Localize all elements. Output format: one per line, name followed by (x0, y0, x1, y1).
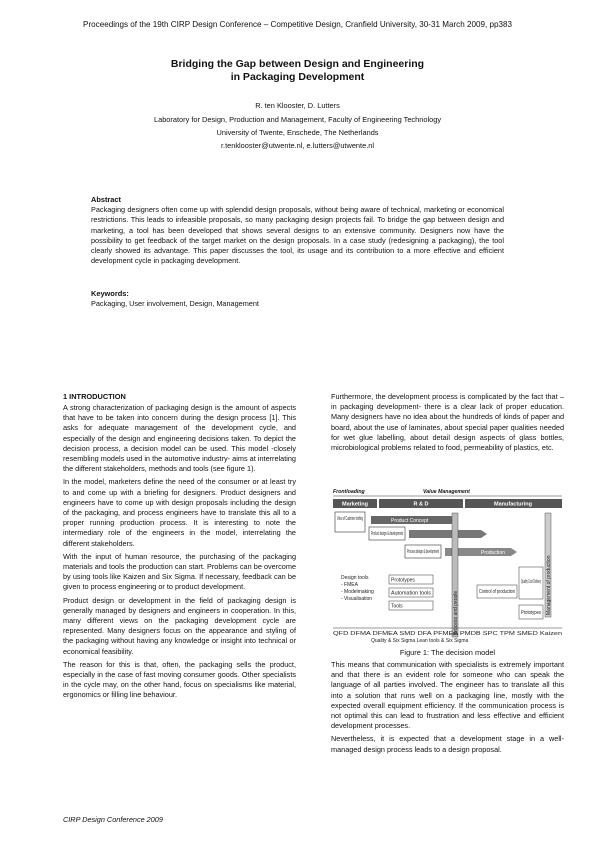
university: University of Twente, Enschede, The Netherlands (216, 128, 379, 137)
figure-box-product-design-label: Product design & development (371, 531, 404, 537)
paragraph: Nevertheless, it is expected that a development stage in a well-managed design process leads to a design proposal. (331, 734, 564, 754)
figure-box-production: Production (481, 550, 505, 556)
figure-design-tools: Design tools (341, 575, 369, 581)
affiliation: Laboratory for Design, Production and Management, Faculty of Engineering Technology (153, 115, 442, 124)
paragraph: Product design or development in the field of packaging design is generally managed by designers and engineers in cooperation. In this, many different views on the packaging development cycle are represented. Many designers focus on the appearance and styling of the packaging without having any knowledge or insight into technical or economical feasibility. (63, 595, 296, 656)
figure-tool-2: - Modelmaking (341, 589, 374, 595)
figure-tool-box-c-label: Tools (391, 603, 403, 610)
figure-box-voice (335, 512, 365, 532)
paragraph: This means that communication with specialists is extremely important and that there is an evident role for someone who can speak the language of all parties involved. The engineer has to translate all this into a solution that runs well on a packaging line, mostly with the expected overall equipment efficiency. If the communication process is not optimal this can lead to frustration and less effective and efficient development processes. (331, 660, 564, 731)
left-column (63, 403, 296, 704)
figure-arrow-2 (409, 530, 487, 538)
figure-vertical-label-right: Management of production (546, 555, 552, 615)
figure-box-product-concept: Product Concept (391, 518, 429, 524)
paragraph: Furthermore, the development process is complicated by the fact that –in packaging development- there is a clear lack of proper education. Many designers have no idea about the hundreds of kinds of paper and board, about the use of laminates, about special paper qualities needed for wet glue labelling, about detail design aspects of glass bottles, microbiological problems related to food, permeability of plastics, etc. (331, 392, 564, 453)
figure-bottom-labels-2: Quality & Six Sigma Lean tools & Six Sigma (371, 638, 469, 644)
paper-title (0, 58, 595, 84)
figure-label-value-management: Value Management (423, 489, 470, 495)
paragraph: A strong characterization of packaging design is the amount of aspects that have to be taken into concern during the design process [1]. This asks for adequate management of the development cycle, and especially of the design and engineering decisions taken. To depict the decision process, a decision model can be used. This model -closely resembling models used in the automotive industry- aims at interrelating the different stakeholders, methods and tools (see figure 1). (63, 403, 296, 474)
paper-title-line-1: Bridging the Gap between Design and Engineering (170, 58, 425, 70)
figure-tool-box-b-label: Automation tools (391, 590, 432, 597)
figure-caption: Figure 1: The decision model (399, 648, 496, 657)
right-column-bottom (331, 660, 564, 758)
figure-proto-label: Prototypes (521, 610, 542, 616)
author-emails: r.tenklooster@utwente.nl, e.lutters@utwente.nl (220, 141, 375, 150)
paper-title-line-2: in Packaging Development (230, 71, 365, 83)
figure-col-marketing: Marketing (342, 501, 368, 508)
right-column-top (331, 392, 564, 456)
figure-bottom-labels: QFD DFMA DFMEA SMD DFA PFMEA PMDB SPC TPM SMED Kaizen (333, 631, 563, 637)
figure-ops-label: Quality Cost Delivery (521, 579, 542, 585)
page-footer: CIRP Design Conference 2009 (63, 815, 163, 824)
figure-col-manufacturing: Manufacturing (494, 501, 532, 508)
figure-tool-1: - FMEA (341, 582, 358, 588)
section-heading: 1 INTRODUCTION (63, 392, 126, 401)
figure-col-rd: R & D (413, 501, 429, 508)
paragraph: The reason for this is that, often, the packaging sells the product, especially in the case of fast moving consumer goods. Other specialists in the cycle may, on the other hand, focus on specialisms like material, ergonomics or filling line behaviour. (63, 659, 296, 700)
decision-model-figure (331, 487, 564, 645)
running-header: Proceedings of the 19th CIRP Design Conference – Competitive Design, Cranfield University, 30-31 March 2009, pp383 (83, 20, 512, 29)
figure-vertical-label: Process and people (453, 590, 459, 635)
figure-box-control-label: Control of production (479, 589, 516, 595)
figure-box-voice-label: Voice of Customer briefing (337, 516, 364, 522)
authors: R. ten Klooster, D. Lutters (255, 101, 340, 110)
figure-tool-3: - Visualisation (341, 596, 373, 602)
figure-label-frontloading: Frontloading (333, 489, 365, 495)
keywords-heading: Keywords: (91, 289, 129, 298)
paragraph: With the input of human resource, the purchasing of the packaging materials and tools the production can start. Problems can be overcome by using tools like Kaizen and Six Sigma. If necessary, feedback can be given to process engineering or to product development. (63, 551, 296, 592)
figure-box-process-label: Process design & development (407, 549, 440, 555)
abstract-text: Packaging designers often come up with splendid design proposals, without being aware of technical, marketing or economical restrictions. This leads to infeasible proposals, so many packaging design projects fail. To bridge the gap between design and marketing, a tool has been developed that shows several designs to an extensive community. Designers now have the possibility to get feedback of the target market on the design proposals. In a case study (redesigning a packaging), the tool clearly showed its advantage. This paper discusses the tool, its usage and its contribution to a more effective and efficient development cycle in packaging development. (91, 205, 504, 266)
paragraph: In the model, marketers define the need of the consumer or at least try to and come up with a briefing for designers. Product designers and engineers have to come up with design proposals including the design of the packaging, and process engineers have to translate this all to a proper running production process. It is interesting to note the intermediary role of the engineers in the model, interrelating the different stakeholders. (63, 477, 296, 548)
abstract-heading: Abstract (91, 195, 121, 204)
keywords-text: Packaging, User involvement, Design, Management (91, 299, 259, 308)
figure-tool-box-a-label: Prototypes (391, 577, 415, 584)
